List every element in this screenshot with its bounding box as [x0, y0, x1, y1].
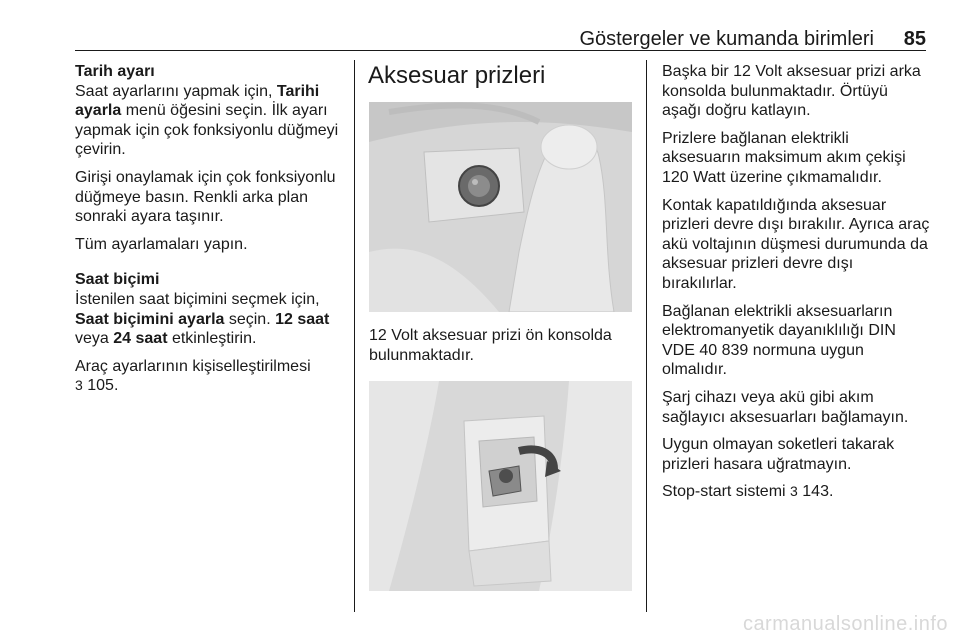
text: seçin.: [224, 310, 276, 328]
paragraph-3: Kontak kapatıldığında aksesuar prizleri devre dışı bırakılır. Ayrıca araç akü voltajının düşmesi durumunda da aksesuar prizleri devre dışı bırakılırlar.: [662, 196, 930, 292]
paragraph-6: Uygun olmayan soketleri takarak prizleri hasara uğratmayın.: [662, 436, 895, 473]
header-title: Göstergeler ve kumanda birimleri: [579, 28, 874, 50]
text: Stop-start sistemi: [662, 483, 791, 501]
page-ref[interactable]: 105.: [82, 377, 119, 395]
paragraph-7: [662, 482, 930, 502]
text: İstenilen saat biçimini seçmek için,: [75, 290, 320, 308]
column-divider: [354, 60, 355, 612]
menu-item-name: Tarihi ayarla: [75, 82, 320, 120]
paragraph-2: Prizlere bağlanan elektrikli aksesuarın maksimum akım çekişi 120 Watt üzerine çıkmamalıdır.: [662, 129, 906, 186]
column-middle: [369, 62, 635, 591]
paragraph-4: Bağlanan elektrikli aksesuarların elektromanyetik dayanıklılığı DIN VDE 40 839 normuna uygun olmalıdır.: [662, 302, 896, 379]
saat-paragraph-1: [75, 290, 347, 349]
saat-paragraph-2: [75, 357, 347, 396]
text: menü öğesini seçin. İlk ayarı yapmak için çok fonksiyonlu düğmeyi çevirin.: [75, 102, 339, 159]
page-ref-arrow-icon: 3: [790, 483, 798, 500]
page-ref[interactable]: 143.: [797, 483, 834, 501]
section-title: Aksesuar prizleri: [368, 62, 546, 89]
menu-item-name: Saat biçimini ayarla: [75, 310, 225, 328]
option-24h: 24 saat: [113, 330, 168, 348]
page-number: 85: [903, 28, 926, 50]
column-divider: [646, 60, 647, 612]
option-12h: 12 saat: [275, 310, 330, 328]
page-ref-arrow-icon: 3: [75, 377, 83, 394]
text: Saat ayarlarını yapmak için,: [75, 82, 277, 100]
paragraph-1: Başka bir 12 Volt aksesuar prizi arka konsolda bulunmaktadır. Örtüyü aşağı doğru katlayın.: [662, 63, 921, 120]
text: etkinleştirin.: [167, 330, 257, 348]
front-console-socket-illustration: [369, 102, 632, 312]
tarih-paragraph-2: Girişi onaylamak için çok fonksiyonlu düğmeye basın. Renkli arka plan sonraki ayara taşınır.: [75, 168, 336, 226]
tarih-paragraph-3: Tüm ayarlamaları yapın.: [75, 235, 248, 253]
watermark: carmanualsonline.info: [742, 613, 948, 635]
page-header: [75, 26, 926, 51]
tarih-paragraph-1: [75, 82, 347, 160]
column-right: [662, 62, 930, 510]
column-left: [75, 62, 347, 404]
tarih-heading: Tarih ayarı: [75, 63, 155, 80]
text: Araç ayarlarının kişiselleştirilmesi: [75, 357, 311, 375]
paragraph-5: Şarj cihazı veya akü gibi akım sağlayıcı aksesuarları bağlamayın.: [662, 388, 909, 426]
text: veya: [75, 330, 114, 348]
rear-console-socket-illustration: [369, 381, 632, 591]
saat-heading: Saat biçimi: [75, 271, 160, 289]
image-caption: 12 Volt aksesuar prizi ön konsolda bulunmaktadır.: [369, 327, 612, 364]
